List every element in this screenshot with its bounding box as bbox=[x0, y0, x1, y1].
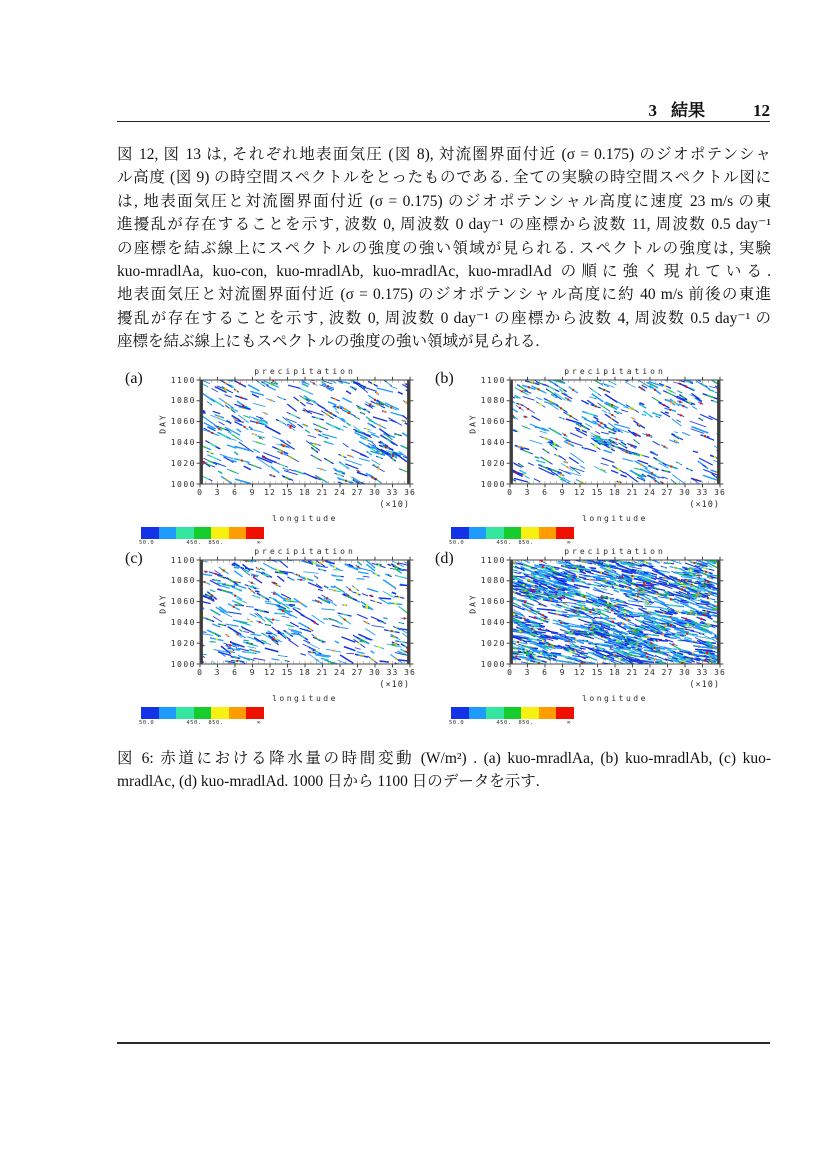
x-tick-label: 21 bbox=[316, 668, 329, 677]
y-tick-label: 1000 bbox=[480, 479, 506, 489]
colorbar-segment bbox=[141, 707, 159, 719]
x-tick-label: 24 bbox=[644, 668, 656, 677]
x-scale-note: (×10) bbox=[689, 680, 720, 690]
colorbar-label: ∞ bbox=[567, 720, 571, 726]
colorbar-label: ∞ bbox=[257, 720, 261, 726]
x-tick-label: 6 bbox=[542, 488, 548, 497]
x-tick-label: 36 bbox=[404, 488, 416, 497]
colorbar-segment bbox=[211, 707, 229, 719]
x-tick-label: 9 bbox=[249, 488, 256, 497]
y-tick-label: 1000 bbox=[170, 659, 196, 669]
figure-panel-b bbox=[435, 367, 735, 547]
x-tick-label: 36 bbox=[714, 668, 726, 677]
footer-rule bbox=[117, 1042, 770, 1044]
x-scale-note: (×10) bbox=[379, 500, 410, 510]
figure-caption bbox=[117, 747, 771, 793]
x-tick-label: 15 bbox=[591, 488, 604, 497]
colorbar-segment bbox=[451, 707, 469, 719]
colorbar-segment bbox=[229, 527, 247, 539]
plot-area bbox=[193, 555, 417, 669]
colorbar-segment bbox=[159, 707, 177, 719]
precipitation-streaks bbox=[503, 556, 727, 668]
x-tick-label: 27 bbox=[661, 668, 674, 677]
x-axis-label: longitude bbox=[272, 694, 338, 703]
x-axis-label: longitude bbox=[582, 694, 648, 703]
x-tick-label: 15 bbox=[591, 668, 604, 677]
colorbar-segment bbox=[504, 707, 522, 719]
x-tick-label: 12 bbox=[264, 488, 276, 497]
colorbar-label: 450. bbox=[496, 720, 512, 726]
x-tick-label: 33 bbox=[696, 668, 709, 677]
colorbar bbox=[141, 527, 264, 539]
x-tick-label: 21 bbox=[626, 668, 639, 677]
plot-area bbox=[503, 375, 727, 489]
y-tick-label: 1080 bbox=[480, 396, 506, 406]
colorbar-segment bbox=[469, 527, 487, 539]
colorbar-label: 850. bbox=[208, 720, 224, 726]
plot-area bbox=[503, 555, 727, 669]
y-tick-label: 1020 bbox=[480, 638, 506, 648]
x-tick-label: 9 bbox=[559, 668, 566, 677]
figure-panel-c bbox=[125, 547, 425, 727]
colorbar-segment bbox=[229, 707, 247, 719]
plot-area bbox=[193, 375, 417, 489]
colorbar-label: 850. bbox=[518, 720, 534, 726]
colorbar-segment bbox=[521, 527, 539, 539]
colorbar-label: 850. bbox=[208, 540, 224, 546]
paragraph-line: 地表面気圧と対流圏界面付近 (σ = 0.175) のジオポテンシャル高度に約 40 m/s 前後の東進 bbox=[117, 286, 771, 304]
colorbar-segment bbox=[556, 707, 574, 719]
colorbar-label: 450. bbox=[186, 720, 202, 726]
y-tick-label: 1020 bbox=[170, 458, 196, 468]
x-tick-label: 24 bbox=[334, 488, 346, 497]
colorbar bbox=[451, 707, 574, 719]
colorbar-segment bbox=[159, 527, 177, 539]
y-tick-label: 1080 bbox=[170, 396, 196, 406]
y-tick-label: 1080 bbox=[480, 576, 506, 586]
y-tick-label: 1000 bbox=[170, 479, 196, 489]
x-tick-label: 12 bbox=[574, 668, 586, 677]
x-tick-label: 27 bbox=[661, 488, 674, 497]
y-tick-label: 1060 bbox=[480, 597, 506, 607]
y-tick-label: 1100 bbox=[170, 555, 196, 565]
colorbar-segment bbox=[486, 527, 504, 539]
x-tick-label: 24 bbox=[644, 488, 656, 497]
x-tick-label: 3 bbox=[524, 488, 531, 497]
colorbar-segment bbox=[469, 707, 487, 719]
x-tick-label: 0 bbox=[507, 488, 513, 497]
x-tick-label: 30 bbox=[369, 668, 381, 677]
colorbar-segment bbox=[194, 707, 212, 719]
colorbar-segment bbox=[194, 527, 212, 539]
colorbar-segment bbox=[486, 707, 504, 719]
paragraph-line: ル高度 (図 9) の時空間スペクトルをとったものである. 全ての実験の時空間スペクトル図に bbox=[117, 169, 771, 187]
colorbar bbox=[141, 707, 264, 719]
colorbar-segment bbox=[539, 707, 557, 719]
y-tick-label: 1000 bbox=[480, 659, 506, 669]
colorbar-label: 50.0 bbox=[139, 720, 155, 726]
figure-panel-a bbox=[125, 367, 425, 547]
y-tick-label: 1040 bbox=[170, 617, 196, 627]
colorbar-label: ∞ bbox=[567, 540, 571, 546]
x-tick-label: 18 bbox=[609, 488, 621, 497]
x-tick-label: 0 bbox=[197, 488, 203, 497]
x-tick-label: 33 bbox=[386, 488, 399, 497]
y-tick-label: 1060 bbox=[170, 417, 196, 427]
paragraph-line: 図 12, 図 13 は, それぞれ地表面気圧 (図 8), 対流圏界面付近 (σ = 0.175) のジオポテンシャ bbox=[117, 146, 771, 163]
colorbar-label: 50.0 bbox=[449, 540, 465, 546]
x-tick-label: 9 bbox=[249, 668, 256, 677]
x-tick-label: 12 bbox=[264, 668, 276, 677]
colorbar-label: 50.0 bbox=[139, 540, 155, 546]
y-axis-label: DAY bbox=[468, 593, 478, 614]
x-tick-label: 30 bbox=[679, 668, 691, 677]
x-tick-label: 36 bbox=[404, 668, 416, 677]
x-axis-label: longitude bbox=[582, 514, 648, 523]
precipitation-streaks bbox=[194, 377, 415, 487]
y-axis-label: DAY bbox=[158, 413, 168, 434]
colorbar-segment bbox=[176, 527, 194, 539]
colorbar-segment bbox=[451, 527, 469, 539]
x-tick-label: 27 bbox=[351, 488, 364, 497]
y-axis-label: DAY bbox=[468, 413, 478, 434]
y-tick-label: 1100 bbox=[170, 375, 196, 385]
precipitation-streaks bbox=[503, 376, 726, 488]
x-tick-label: 9 bbox=[559, 488, 566, 497]
colorbar-label: ∞ bbox=[257, 540, 261, 546]
colorbar-segment bbox=[211, 527, 229, 539]
page-number: 12 bbox=[753, 101, 770, 120]
colorbar-segment bbox=[504, 527, 522, 539]
colorbar bbox=[451, 527, 574, 539]
figure-panel-d bbox=[435, 547, 735, 727]
x-tick-label: 21 bbox=[316, 488, 329, 497]
x-tick-label: 18 bbox=[299, 488, 311, 497]
colorbar-segment bbox=[176, 707, 194, 719]
x-scale-note: (×10) bbox=[689, 500, 720, 510]
plot-title: precipitation bbox=[254, 367, 356, 376]
panel-label: (d) bbox=[435, 550, 454, 567]
caption-line: mradlAc, (d) kuo-mradlAd. 1000 日から 1100 日のデータを示す. bbox=[117, 773, 540, 790]
x-tick-label: 18 bbox=[299, 668, 311, 677]
y-tick-label: 1040 bbox=[170, 437, 196, 447]
plot-title: precipitation bbox=[254, 547, 356, 556]
paragraph-line: は, 地表面気圧と対流圏界面付近 (σ = 0.175) のジオポテンシャル高度に速度 23 m/s の東 bbox=[117, 192, 771, 210]
x-tick-label: 0 bbox=[507, 668, 513, 677]
panel-label: (a) bbox=[125, 370, 143, 387]
y-tick-label: 1100 bbox=[480, 375, 506, 385]
y-tick-label: 1060 bbox=[170, 597, 196, 607]
colorbar-segment bbox=[539, 527, 557, 539]
x-tick-label: 18 bbox=[609, 668, 621, 677]
x-tick-label: 6 bbox=[232, 488, 238, 497]
precipitation-streaks bbox=[193, 556, 414, 668]
colorbar-segment bbox=[141, 527, 159, 539]
colorbar-segment bbox=[556, 527, 574, 539]
x-axis-label: longitude bbox=[272, 514, 338, 523]
y-tick-label: 1100 bbox=[480, 555, 506, 565]
x-tick-label: 12 bbox=[574, 488, 586, 497]
y-tick-label: 1060 bbox=[480, 417, 506, 427]
colorbar-segment bbox=[521, 707, 539, 719]
x-tick-label: 3 bbox=[214, 668, 221, 677]
x-tick-label: 6 bbox=[542, 668, 548, 677]
y-tick-label: 1040 bbox=[480, 617, 506, 627]
y-tick-label: 1080 bbox=[170, 576, 196, 586]
y-tick-label: 1020 bbox=[170, 638, 196, 648]
paragraph-line: 座標を結ぶ線上にもスペクトルの強度の強い領域が見られる. bbox=[117, 333, 540, 351]
x-tick-label: 36 bbox=[714, 488, 726, 497]
caption-line: 図 6: 赤道における降水量の時間変動 (W/m²) . (a) kuo-mradlAa, (b) kuo-mradlAb, (c) kuo- bbox=[117, 750, 771, 767]
x-tick-label: 6 bbox=[232, 668, 238, 677]
x-tick-label: 33 bbox=[386, 668, 399, 677]
colorbar-label: 450. bbox=[186, 540, 202, 546]
x-tick-label: 15 bbox=[281, 488, 294, 497]
colorbar-label: 450. bbox=[496, 540, 512, 546]
x-tick-label: 33 bbox=[696, 488, 709, 497]
colorbar-segment bbox=[246, 707, 264, 719]
x-tick-label: 27 bbox=[351, 668, 364, 677]
paragraph-line: kuo-mradlAa, kuo-con, kuo-mradlAb, kuo-mradlAc, kuo-mradlAd の順に強く現れている. bbox=[117, 263, 771, 281]
x-scale-note: (×10) bbox=[379, 680, 410, 690]
y-tick-label: 1020 bbox=[480, 458, 506, 468]
colorbar-label: 850. bbox=[518, 540, 534, 546]
plot-title: precipitation bbox=[564, 547, 666, 556]
panel-label: (c) bbox=[125, 550, 143, 567]
x-tick-label: 24 bbox=[334, 668, 346, 677]
paragraph-line: の座標を結ぶ線上にスペクトルの強度の強い領域が見られる. スペクトルの強度は, 実験 bbox=[117, 239, 771, 257]
x-tick-label: 15 bbox=[281, 668, 294, 677]
paragraph-line: 進擾乱が存在することを示す, 波数 0, 周波数 0 day⁻¹ の座標から波数 11, 周波数 0.5 day⁻¹ bbox=[117, 216, 771, 234]
panel-label: (b) bbox=[435, 370, 454, 387]
x-tick-label: 3 bbox=[524, 668, 531, 677]
x-tick-label: 0 bbox=[197, 668, 203, 677]
y-axis-label: DAY bbox=[158, 593, 168, 614]
x-tick-label: 3 bbox=[214, 488, 221, 497]
section-title: 結果 bbox=[671, 101, 705, 120]
colorbar-segment bbox=[246, 527, 264, 539]
y-tick-label: 1040 bbox=[480, 437, 506, 447]
section-number: 3 bbox=[648, 101, 657, 120]
plot-title: precipitation bbox=[564, 367, 666, 376]
x-tick-label: 30 bbox=[369, 488, 381, 497]
x-tick-label: 30 bbox=[679, 488, 691, 497]
x-tick-label: 21 bbox=[626, 488, 639, 497]
colorbar-label: 50.0 bbox=[449, 720, 465, 726]
paragraph-line: 擾乱が存在することを示す, 波数 0, 周波数 0 day⁻¹ の座標から波数 4, 周波数 0.5 day⁻¹ の bbox=[117, 309, 771, 327]
